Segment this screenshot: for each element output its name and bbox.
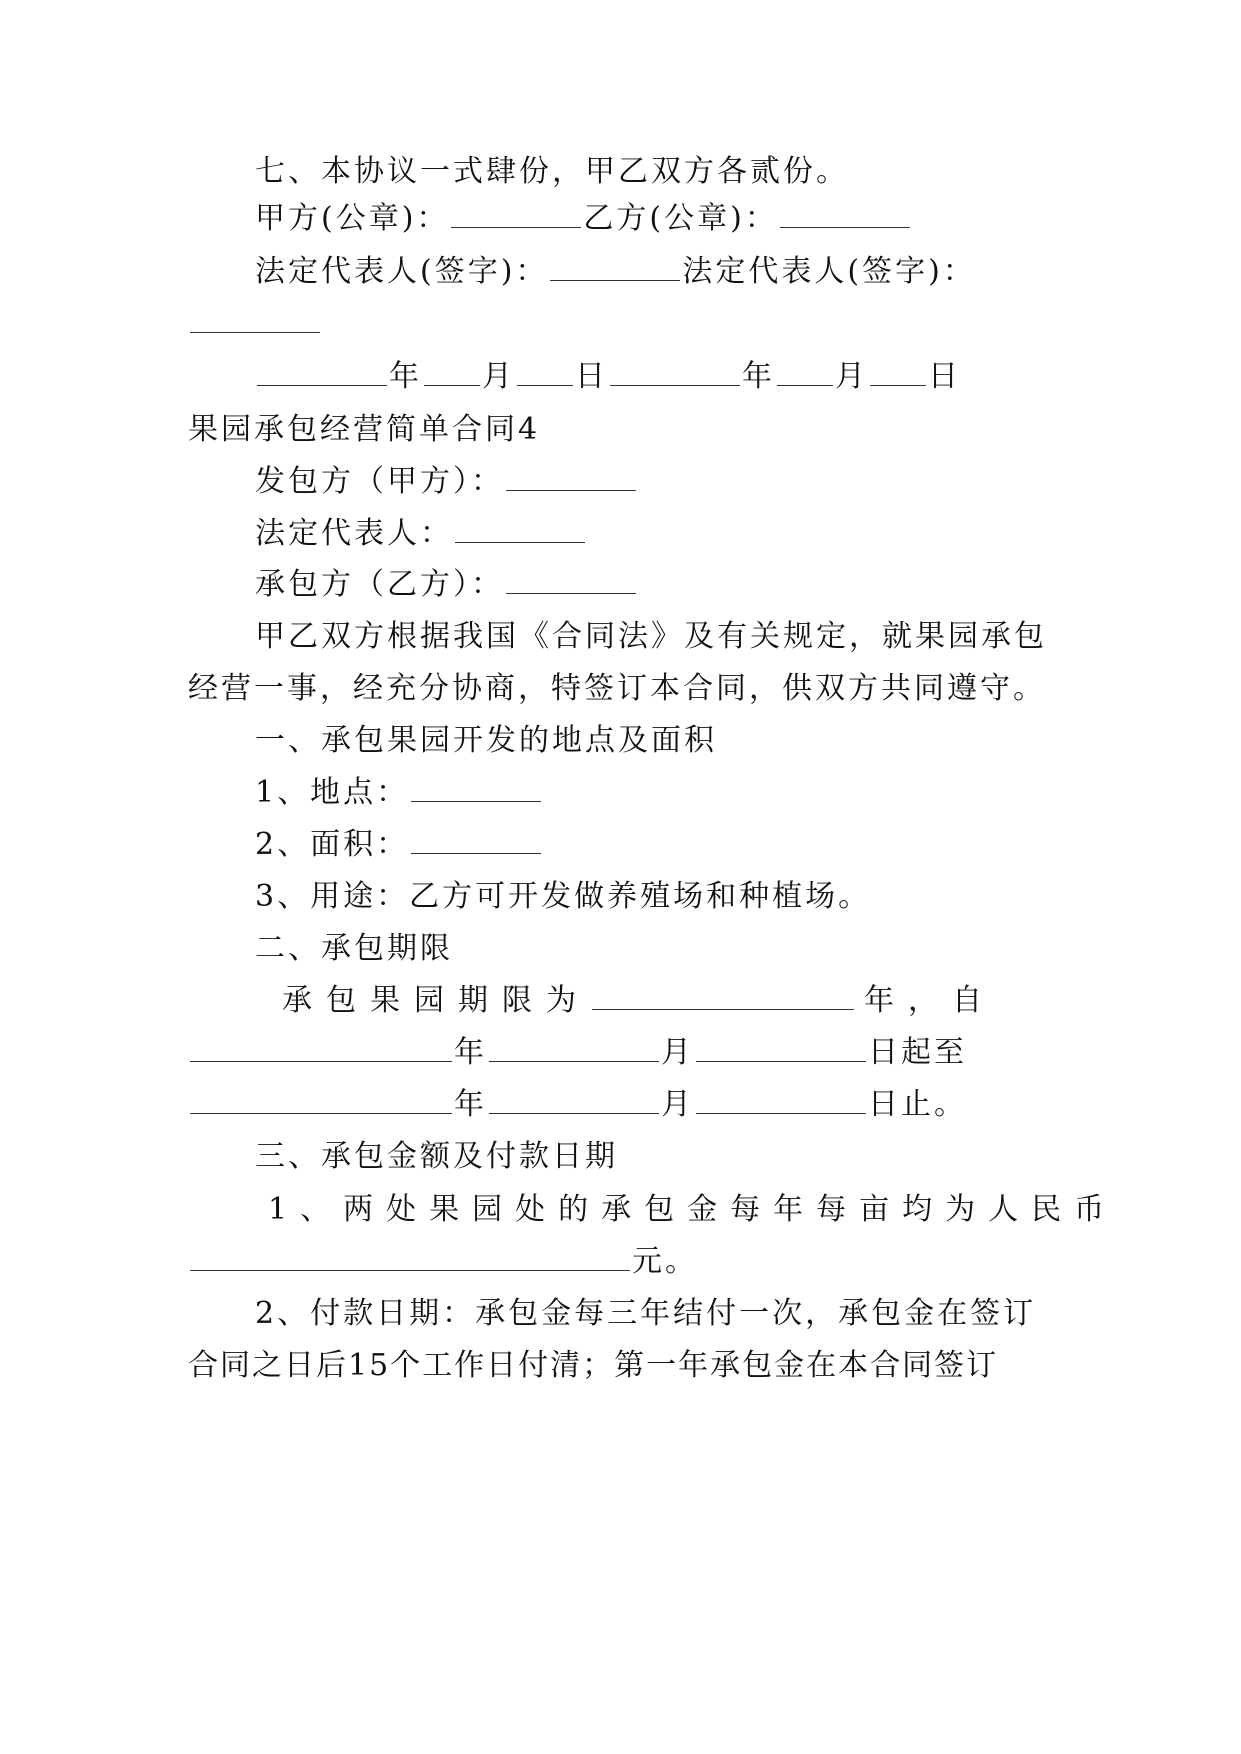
party-a-seal-blank[interactable] [451,197,581,228]
section-one-heading: 一、承包果园开发的地点及面积 [255,723,717,758]
party-a-rep-label: 法定代表人(签字)： [255,254,549,289]
fee-line-1: 1、两处果园处的承包金每年每亩均为人民币 [268,1192,1118,1227]
date-month-blank[interactable] [424,355,480,386]
party-b-rep-blank[interactable] [190,302,320,333]
end-year-blank[interactable] [190,1083,452,1114]
date-day-blank-2[interactable] [870,355,926,386]
end-month-label: 月 [661,1087,694,1122]
payment-line-1: 2、付款日期：承包金每三年结付一次，承包金在签订 [255,1296,1037,1331]
rep-line [255,512,587,556]
rep-label: 法定代表人： [255,516,453,551]
date-year-blank[interactable] [257,355,387,386]
month-label: 月 [482,359,515,394]
date-month-blank-2[interactable] [777,355,833,386]
party-b-seal-label: 乙方(公章)： [583,201,778,236]
usage-line: 3、用途：乙方可开发做养殖场和种植场。 [255,879,872,914]
start-month-label: 月 [661,1035,694,1070]
signature-line [255,250,976,294]
date-line [255,355,961,399]
party-b-blank[interactable] [506,563,636,594]
fee-line-2 [188,1240,698,1284]
term-from-label: 年，自 [864,983,996,1018]
area-label: 2、面积： [255,827,410,862]
party-a-seal-label: 甲方(公章)： [255,201,450,236]
term-line [282,979,996,1023]
clause-seven: 七、本协议一式肆份，甲乙双方各贰份。 [255,154,849,189]
section-three-heading: 三、承包金额及付款日期 [255,1139,618,1174]
end-year-label: 年 [454,1087,487,1122]
party-b-line [255,563,638,607]
end-day-blank[interactable] [696,1083,866,1114]
start-day-label: 日起至 [868,1035,967,1070]
date-year-blank-2[interactable] [610,355,740,386]
party-b-seal-blank[interactable] [780,197,910,228]
month-label-2: 月 [835,359,868,394]
start-year-blank[interactable] [190,1031,452,1062]
year-label: 年 [389,359,422,394]
term-label: 承包果园期限为 [282,983,590,1018]
party-a-line [255,460,638,504]
fee-unit-label: 元。 [632,1244,698,1279]
term-years-blank[interactable] [592,979,854,1010]
fee-amount-blank[interactable] [190,1240,630,1271]
start-day-blank[interactable] [696,1031,866,1062]
contract-title: 果园承包经营简单合同4 [188,412,541,447]
end-month-blank[interactable] [489,1083,659,1114]
year-label-2: 年 [742,359,775,394]
party-a-rep-blank[interactable] [550,250,680,281]
day-label-2: 日 [928,359,961,394]
signature-blank-line [188,302,322,346]
start-month-blank[interactable] [489,1031,659,1062]
end-day-label: 日止。 [868,1087,967,1122]
rep-blank[interactable] [455,512,585,543]
intro-line-1: 甲乙双方根据我国《合同法》及有关规定，就果园承包 [255,619,1047,654]
party-b-rep-label: 法定代表人(签字)： [682,254,976,289]
location-line [255,771,543,815]
party-b-label: 承包方（乙方）： [255,567,504,602]
intro-line-2: 经营一事，经充分协商，特签订本合同，供双方共同遵守。 [188,671,1046,706]
start-year-label: 年 [454,1035,487,1070]
area-blank[interactable] [411,823,541,854]
location-blank[interactable] [411,771,541,802]
seal-line [255,197,912,241]
location-label: 1、地点： [255,775,410,810]
term-start-line [188,1031,967,1075]
party-a-blank[interactable] [506,460,636,491]
term-end-line [188,1083,967,1127]
area-line [255,823,543,867]
day-label: 日 [575,359,608,394]
party-a-label: 发包方（甲方）： [255,464,504,499]
date-day-blank[interactable] [517,355,573,386]
section-two-heading: 二、承包期限 [255,931,453,966]
payment-line-2: 合同之日后15个工作日付清；第一年承包金在本合同签订 [188,1348,999,1383]
